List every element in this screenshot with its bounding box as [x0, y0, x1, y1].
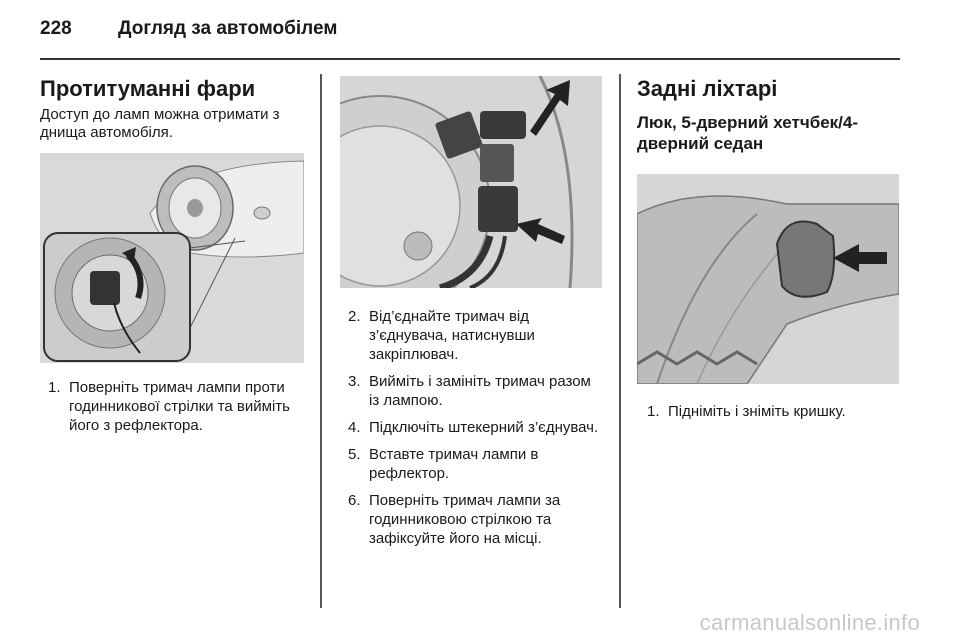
- section-title-rear-lights: Задні ліхтарі: [637, 76, 778, 101]
- column-fog-lights: [40, 76, 304, 443]
- figure-rear-light-cover: [637, 174, 899, 384]
- section-title-fog-lights: Протитуманні фари: [40, 76, 256, 101]
- fog-light-illustration: [40, 153, 304, 363]
- list-item: 3. Вийміть і замініть тримач разом із лампою.: [348, 373, 591, 409]
- column-fog-steps: [340, 76, 602, 556]
- list-item: 6. Поверніть тримач лампи за годинниковою стрілкою та зафіксуйте його на місці.: [348, 492, 561, 547]
- figure-bulb-holder: [340, 76, 602, 288]
- figure-fog-light-access: [40, 153, 304, 363]
- steps-list-rear: [637, 402, 902, 421]
- column-divider-1: [320, 74, 322, 608]
- column-rear-lights: [637, 76, 902, 429]
- list-item: 1. Підніміть і зніміть кришку.: [647, 403, 846, 420]
- header-rule: [40, 58, 900, 60]
- list-item: 4. Підключіть штекерний з’єднувач.: [348, 419, 599, 436]
- rear-light-illustration: [637, 174, 899, 384]
- subsection-title: Люк, 5-дверний хетчбек/4-дверний седан: [637, 113, 859, 153]
- list-item: 5. Вставте тримач лампи в рефлектор.: [348, 446, 539, 482]
- bulb-holder-illustration: [340, 76, 602, 288]
- page-header: [40, 18, 337, 48]
- steps-list-fog: [40, 378, 304, 435]
- column-divider-2: [619, 74, 621, 608]
- list-item: 1. Поверніть тримач лампи проти годинникової стрілки та вийміть його з рефлектора.: [48, 379, 290, 434]
- watermark: carmanualsonline.info: [699, 610, 920, 635]
- page-number: 228: [40, 18, 72, 39]
- list-item: 2. Від’єднайте тримач від з’єднувача, натиснувши закріплювач.: [348, 308, 535, 363]
- chapter-title: Догляд за автомобілем: [118, 18, 338, 39]
- intro-paragraph: Доступ до ламп можна отримати з днища автомобіля.: [40, 106, 280, 141]
- steps-list-fog-cont: [340, 307, 602, 548]
